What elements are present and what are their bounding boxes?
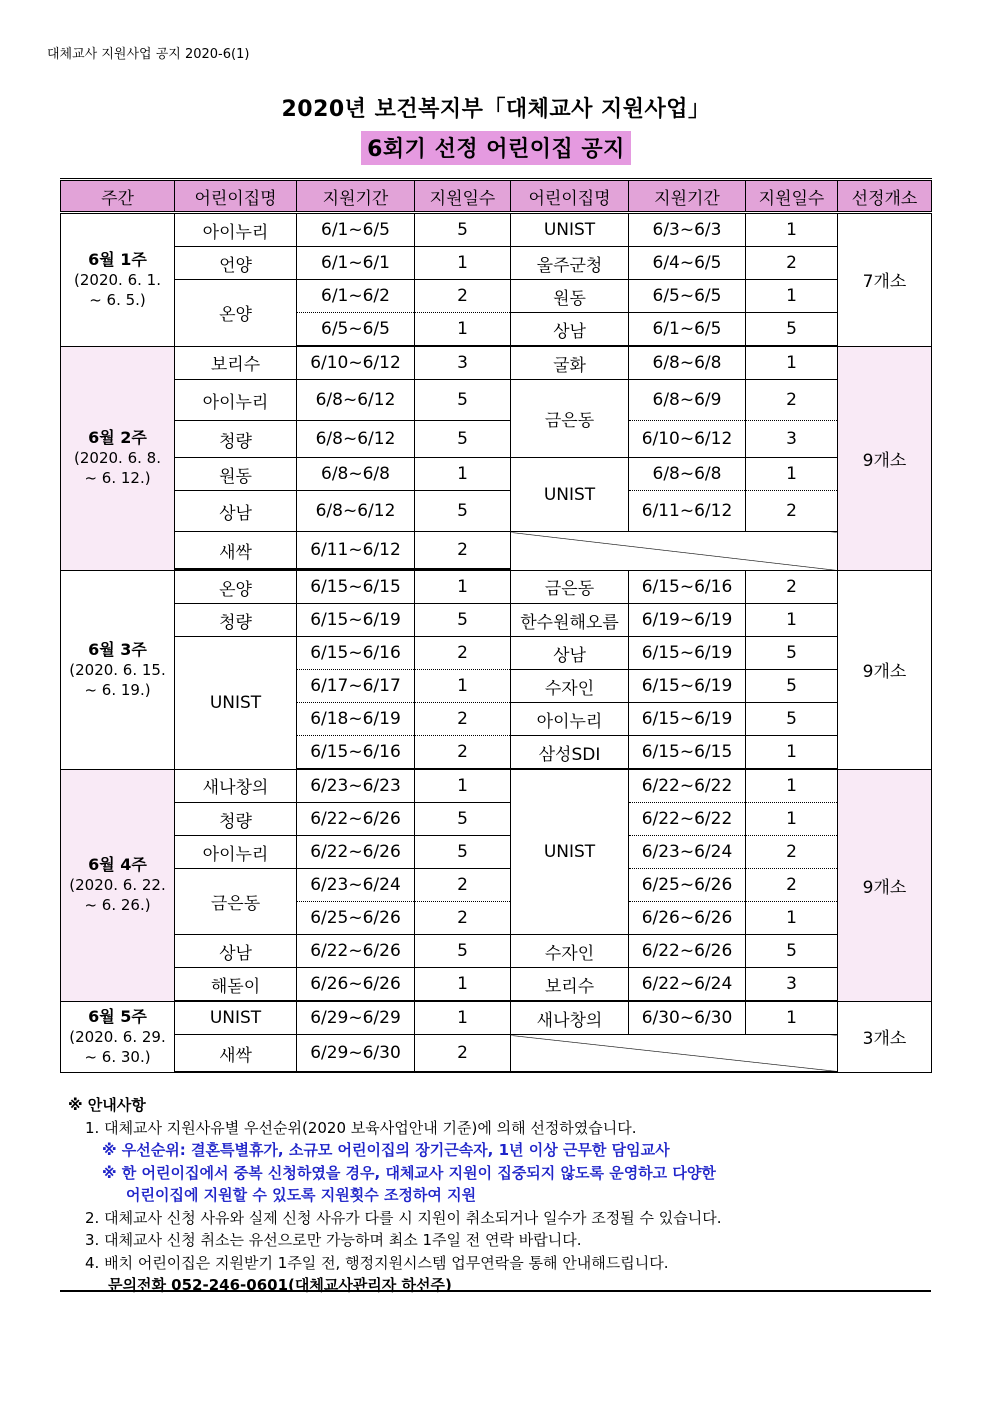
period: 6/23~6/24 [629, 836, 746, 869]
period: 6/15~6/16 [297, 637, 415, 670]
subtitle-text: 6회기 선정 어린이집 공지 [361, 131, 631, 165]
days: 5 [746, 935, 838, 968]
days: 3 [746, 421, 838, 458]
week-dates: (2020. 6. 1. [74, 270, 161, 289]
header-daycare-name: 어린이집명 [175, 180, 297, 213]
period: 6/8~6/9 [629, 380, 746, 421]
note-item: 1. 대체교사 지원사유별 우선순위(2020 보육사업안내 기준)에 의해 선정하였습니다. [85, 1118, 637, 1137]
header-days-2: 지원일수 [746, 180, 838, 213]
selected-count: 9개소 [838, 346, 932, 570]
days: 2 [746, 247, 838, 280]
days: 1 [415, 1001, 511, 1035]
week-cell [61, 213, 175, 347]
week-cell [61, 346, 175, 570]
period: 6/8~6/12 [297, 491, 415, 532]
table-row [61, 836, 932, 869]
days: 2 [415, 902, 511, 935]
daycare-name: 청량 [175, 604, 297, 637]
header-period: 지원기간 [297, 180, 415, 213]
header-selected-count: 선정개소 [838, 180, 932, 213]
days: 3 [415, 346, 511, 380]
days: 2 [746, 491, 838, 532]
days: 1 [415, 313, 511, 347]
table-row [61, 604, 932, 637]
daycare-name: 수자인 [511, 670, 629, 703]
days: 5 [415, 491, 511, 532]
days: 1 [415, 670, 511, 703]
table-row [61, 570, 932, 604]
period: 6/5~6/5 [297, 313, 415, 347]
selected-count: 7개소 [838, 213, 932, 347]
period: 6/22~6/26 [629, 935, 746, 968]
selected-count: 9개소 [838, 570, 932, 769]
days: 2 [746, 570, 838, 604]
days: 1 [746, 803, 838, 836]
period: 6/8~6/8 [297, 458, 415, 491]
days: 2 [746, 836, 838, 869]
week-cell [61, 1001, 175, 1072]
table-row [61, 247, 932, 280]
days: 5 [415, 213, 511, 247]
period: 6/19~6/19 [629, 604, 746, 637]
daycare-name: 언양 [175, 247, 297, 280]
period: 6/22~6/22 [629, 803, 746, 836]
period: 6/18~6/19 [297, 703, 415, 736]
period: 6/15~6/16 [297, 736, 415, 770]
week-dates-end: ~ 6. 26.) [84, 896, 151, 914]
table-row [61, 803, 932, 836]
period: 6/22~6/26 [297, 935, 415, 968]
days: 1 [415, 968, 511, 1002]
period: 6/15~6/16 [629, 570, 746, 604]
period: 6/22~6/22 [629, 769, 746, 803]
table-row [61, 769, 932, 803]
days: 5 [746, 670, 838, 703]
daycare-name: 청량 [175, 421, 297, 458]
period: 6/10~6/12 [297, 346, 415, 380]
period: 6/1~6/2 [297, 280, 415, 313]
days: 2 [746, 869, 838, 902]
week-dates: (2020. 6. 8. [74, 449, 161, 467]
note-priority: ※ 우선순위: 결혼특별휴가, 소규모 어린이집의 장기근속자, 1년 이상 근무한 담임교사 [102, 1141, 670, 1159]
daycare-name: 한수원해오름 [511, 604, 629, 637]
daycare-name: 상남 [175, 935, 297, 968]
daycare-name: 온양 [175, 280, 297, 347]
days: 5 [415, 935, 511, 968]
empty-diagonal-cell [511, 532, 838, 571]
week-label: 6월 1주 [88, 249, 147, 269]
bottom-divider [60, 1290, 931, 1292]
period: 6/8~6/8 [629, 346, 746, 380]
days: 5 [746, 637, 838, 670]
period: 6/8~6/8 [629, 458, 746, 491]
daycare-name: 원동 [175, 458, 297, 491]
daycare-name: 상남 [175, 491, 297, 532]
daycare-name: 새나창의 [511, 1001, 629, 1035]
period: 6/22~6/26 [297, 803, 415, 836]
daycare-name: 청량 [175, 803, 297, 836]
period: 6/15~6/19 [629, 637, 746, 670]
daycare-name: UNIST [175, 1001, 297, 1035]
days: 1 [746, 280, 838, 313]
days: 1 [746, 736, 838, 770]
daycare-name: 새싹 [175, 532, 297, 569]
period: 6/8~6/12 [297, 380, 415, 421]
daycare-name: 보리수 [175, 346, 297, 380]
days: 1 [746, 769, 838, 803]
header-days: 지원일수 [415, 180, 511, 213]
week-label: 6월 4주 [88, 855, 147, 874]
daycare-name: 새나창의 [175, 769, 297, 803]
table-row [61, 421, 932, 458]
page-subtitle [0, 131, 992, 165]
daycare-name: 온양 [175, 570, 297, 604]
page-title: 2020년 보건복지부「대체교사 지원사업」 [281, 97, 711, 122]
days: 5 [746, 313, 838, 347]
period: 6/26~6/26 [629, 902, 746, 935]
table-row [61, 1001, 932, 1035]
days: 1 [415, 570, 511, 604]
table-row [61, 1035, 932, 1073]
table-row [61, 935, 932, 968]
week-label: 6월 3주 [88, 639, 147, 659]
week-dates-end: ~ 6. 5.) [89, 290, 146, 309]
table-row [61, 280, 932, 313]
daycare-name: 아이누리 [175, 213, 297, 247]
period: 6/29~6/29 [297, 1001, 415, 1035]
daycare-name: 금은동 [175, 869, 297, 935]
days: 5 [415, 803, 511, 836]
period: 6/15~6/19 [629, 703, 746, 736]
note-duplicate: ※ 한 어린이집에서 중복 신청하였을 경우, 대체교사 지원이 집중되지 않도록 운영하고 다양한 [102, 1163, 716, 1182]
daycare-name: UNIST [511, 769, 629, 935]
period: 6/25~6/26 [629, 869, 746, 902]
notes-heading: ※ 안내사항 [68, 1096, 146, 1114]
selection-table [60, 178, 932, 1073]
header-daycare-name-2: 어린이집명 [511, 180, 629, 213]
week-cell [61, 570, 175, 769]
days: 1 [746, 1001, 838, 1035]
period: 6/15~6/19 [297, 604, 415, 637]
daycare-name: 수자인 [511, 935, 629, 968]
days: 1 [746, 458, 838, 491]
days: 1 [746, 902, 838, 935]
daycare-name: 해돋이 [175, 968, 297, 1002]
note-item: 4. 배치 어린이집은 지원받기 1주일 전, 행정지원시스템 업무연락을 통해 안내해드립니다. [85, 1253, 669, 1272]
daycare-name: 금은동 [511, 380, 629, 458]
days: 2 [415, 1035, 511, 1073]
days: 2 [415, 703, 511, 736]
table-row [61, 346, 932, 380]
table-row [61, 458, 932, 491]
days: 1 [415, 247, 511, 280]
period: 6/29~6/30 [297, 1035, 415, 1073]
header-period-2: 지원기간 [629, 180, 746, 213]
header-row [61, 180, 932, 213]
days: 2 [415, 736, 511, 770]
period: 6/8~6/12 [297, 421, 415, 458]
period: 6/11~6/12 [297, 532, 415, 569]
week-dates: (2020. 6. 22. [69, 876, 166, 894]
table-row [61, 213, 932, 247]
days: 1 [746, 604, 838, 637]
period: 6/17~6/17 [297, 670, 415, 703]
daycare-name: UNIST [511, 213, 629, 247]
daycare-name: 상남 [511, 637, 629, 670]
period: 6/15~6/19 [629, 670, 746, 703]
table-row [61, 637, 932, 670]
period: 6/1~6/1 [297, 247, 415, 280]
week-label: 6월 5주 [88, 1006, 147, 1026]
daycare-name: 원동 [511, 280, 629, 313]
period: 6/3~6/3 [629, 213, 746, 247]
days: 5 [746, 703, 838, 736]
days: 5 [415, 421, 511, 458]
daycare-name: 보리수 [511, 968, 629, 1002]
daycare-name: 금은동 [511, 570, 629, 604]
week-dates-end: ~ 6. 19.) [84, 680, 151, 699]
days: 2 [415, 637, 511, 670]
note-item: 2. 대체교사 신청 사유와 실제 신청 사유가 다를 시 지원이 취소되거나 일수가 조정될 수 있습니다. [85, 1208, 722, 1227]
note-duplicate-cont: 어린이집에 지원할 수 있도록 지원횟수 조정하여 지원 [126, 1186, 477, 1204]
daycare-name: 아이누리 [175, 836, 297, 869]
empty-diagonal-cell [511, 1035, 838, 1073]
week-dates-end: ~ 6. 12.) [84, 469, 151, 487]
week-cell [61, 769, 175, 1001]
period: 6/5~6/5 [629, 280, 746, 313]
table-row [61, 380, 932, 421]
period: 6/22~6/26 [297, 836, 415, 869]
days: 1 [746, 213, 838, 247]
period: 6/1~6/5 [297, 213, 415, 247]
week-dates-end: ~ 6. 30.) [84, 1047, 151, 1066]
period: 6/4~6/5 [629, 247, 746, 280]
table-row [61, 968, 932, 1002]
daycare-name: 울주군청 [511, 247, 629, 280]
daycare-name: 상남 [511, 313, 629, 347]
daycare-name: 아이누리 [175, 380, 297, 421]
contact-info: 문의전화 052-246-0601(대체교사관리자 하선주) [108, 1276, 452, 1294]
period: 6/11~6/12 [629, 491, 746, 532]
days: 2 [746, 380, 838, 421]
daycare-name: 굴화 [511, 346, 629, 380]
header-week: 주간 [61, 180, 175, 213]
period: 6/15~6/15 [297, 570, 415, 604]
daycare-name: UNIST [511, 458, 629, 532]
period: 6/1~6/5 [629, 313, 746, 347]
selected-count: 9개소 [838, 769, 932, 1001]
days: 2 [415, 280, 511, 313]
period: 6/23~6/23 [297, 769, 415, 803]
table-row [61, 532, 932, 569]
days: 5 [415, 380, 511, 421]
daycare-name: 삼성SDI [511, 736, 629, 770]
week-dates: (2020. 6. 29. [69, 1027, 166, 1046]
days: 3 [746, 968, 838, 1002]
period: 6/10~6/12 [629, 421, 746, 458]
week-label: 6월 2주 [88, 428, 147, 447]
days: 2 [415, 532, 511, 569]
daycare-name: UNIST [175, 637, 297, 770]
table-row [61, 491, 932, 532]
period: 6/23~6/24 [297, 869, 415, 902]
days: 5 [415, 604, 511, 637]
document-code: 대체교사 지원사업 공지 2020-6(1) [47, 47, 250, 62]
days: 5 [415, 836, 511, 869]
daycare-name: 아이누리 [511, 703, 629, 736]
period: 6/25~6/26 [297, 902, 415, 935]
period: 6/22~6/24 [629, 968, 746, 1002]
table-row [61, 869, 932, 902]
period: 6/26~6/26 [297, 968, 415, 1002]
selected-count: 3개소 [838, 1001, 932, 1072]
notes-section [68, 1094, 721, 1297]
daycare-name: 새싹 [175, 1035, 297, 1073]
days: 1 [415, 458, 511, 491]
days: 1 [746, 346, 838, 380]
days: 2 [415, 869, 511, 902]
days: 1 [415, 769, 511, 803]
period: 6/30~6/30 [629, 1001, 746, 1035]
note-item: 3. 대체교사 신청 취소는 유선으로만 가능하며 최소 1주일 전 연락 바랍니다. [85, 1231, 582, 1249]
week-dates: (2020. 6. 15. [69, 660, 166, 679]
period: 6/15~6/15 [629, 736, 746, 770]
